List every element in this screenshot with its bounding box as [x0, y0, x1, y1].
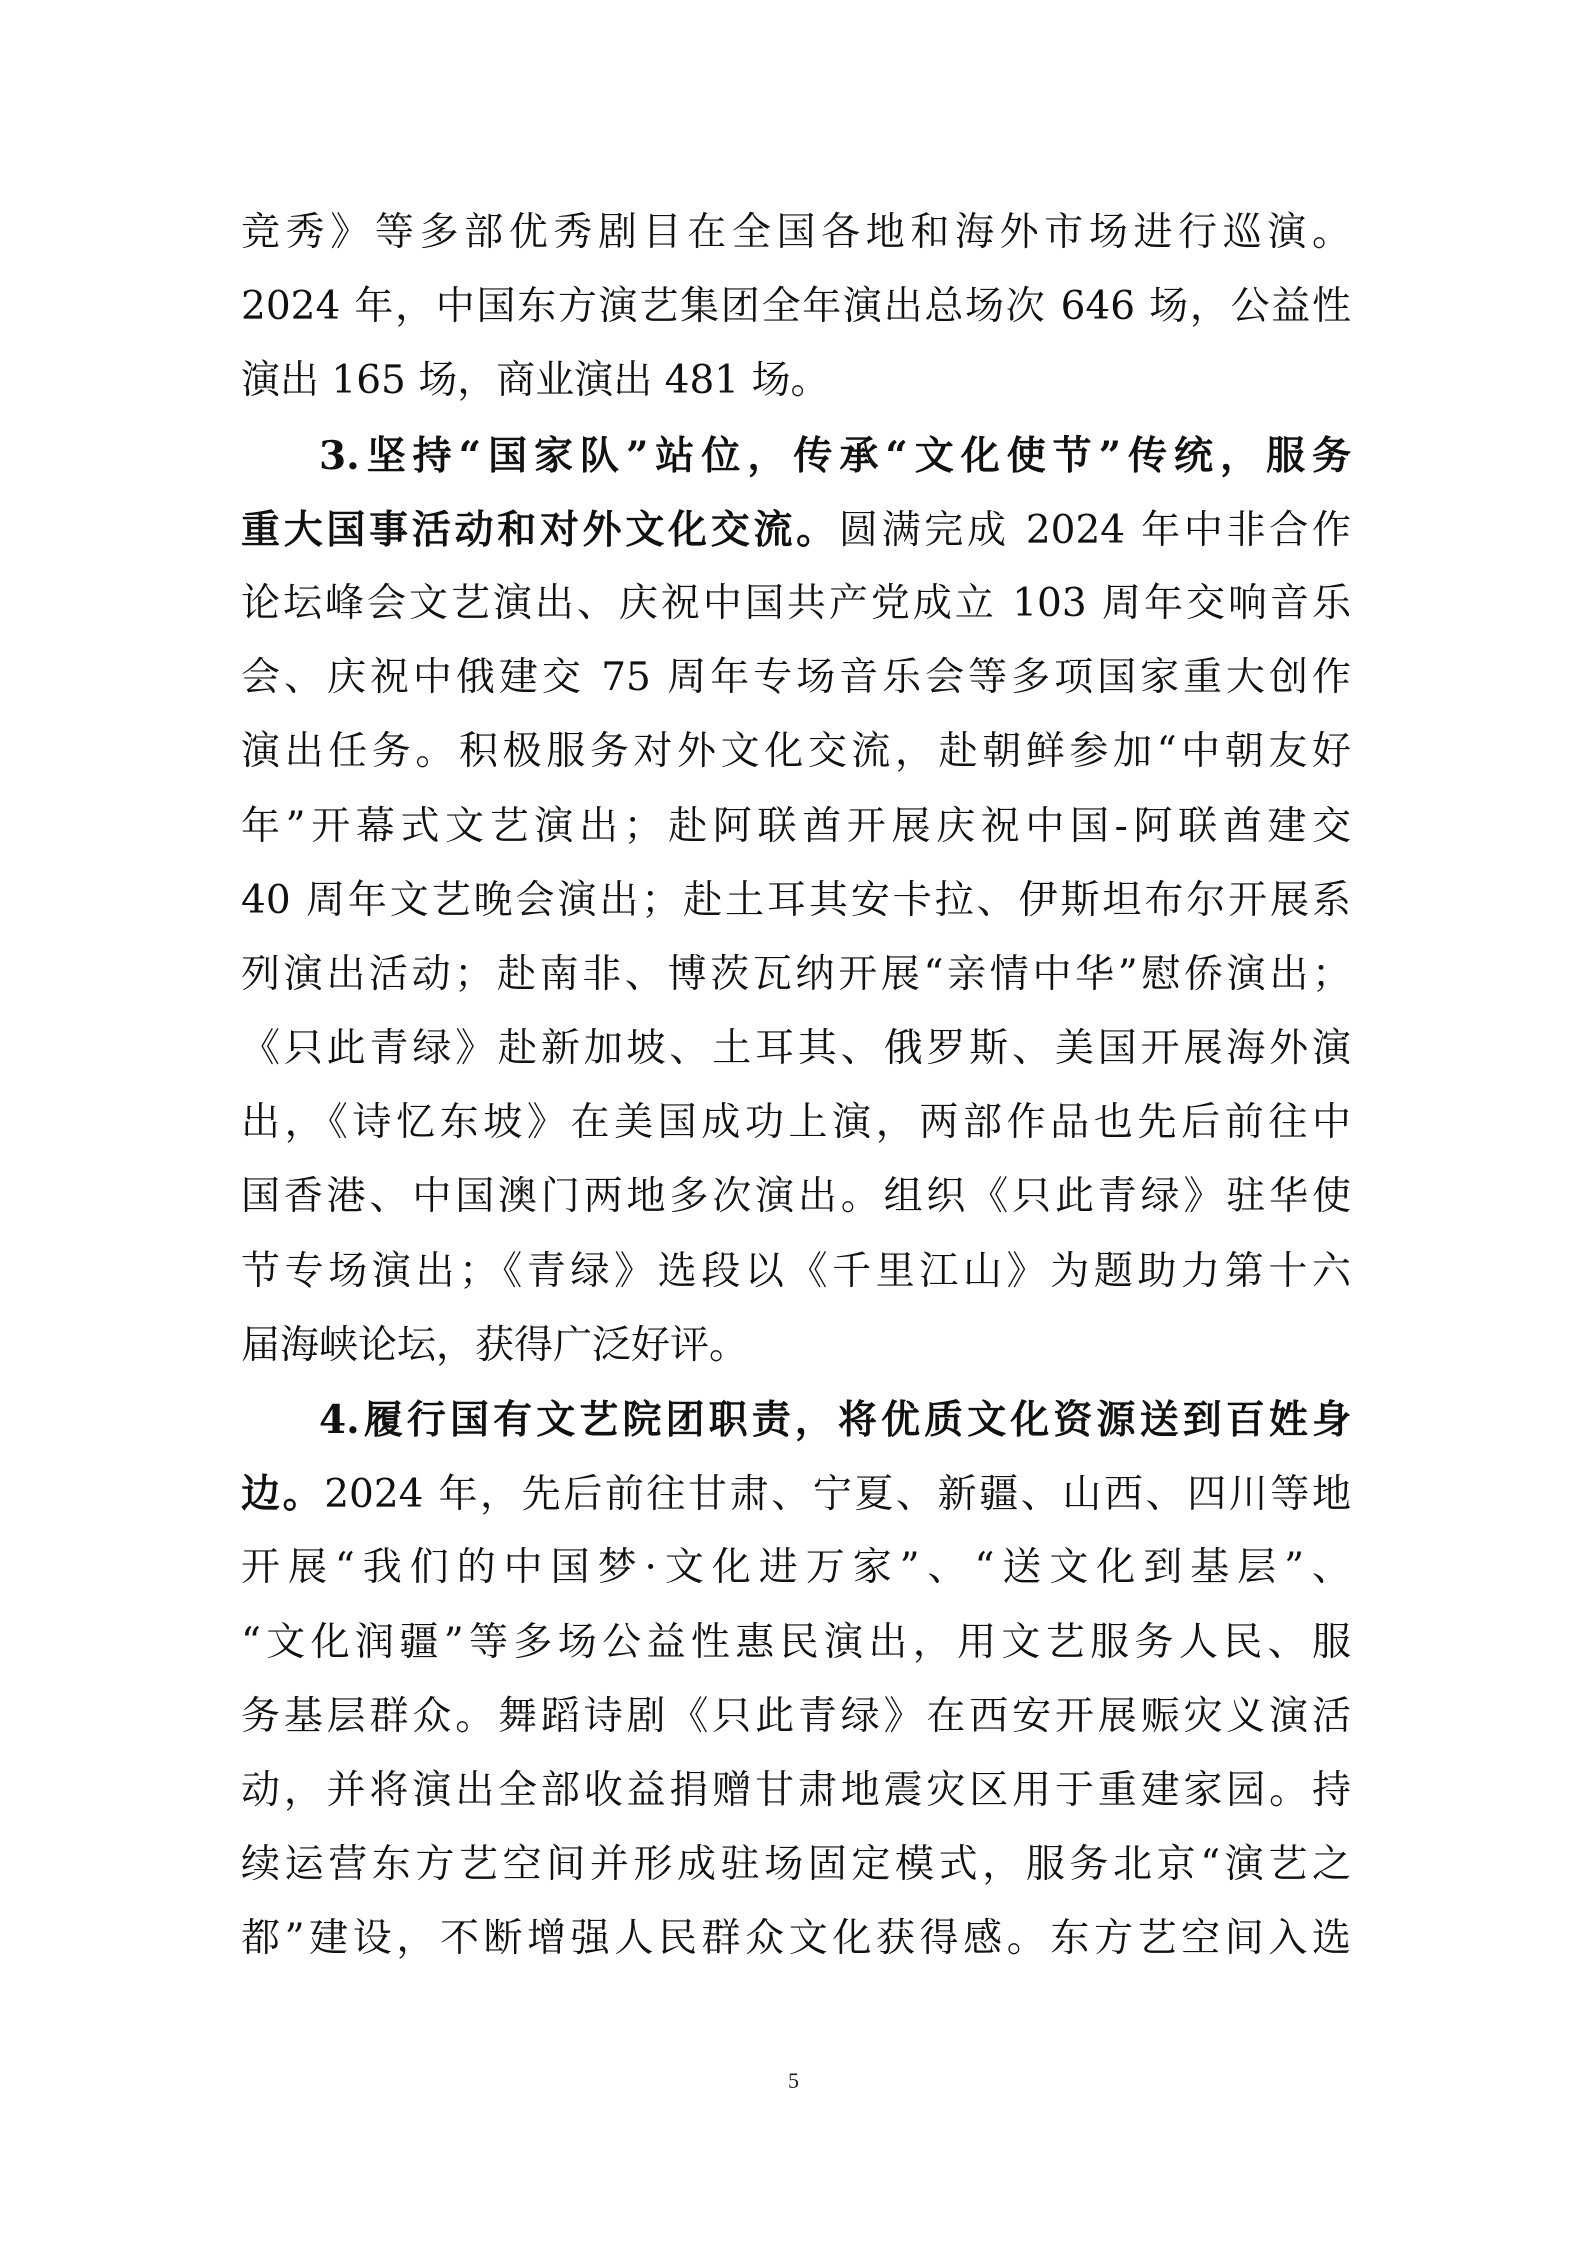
text-line: [241, 1457, 1351, 1531]
text-line: [241, 419, 1351, 493]
text-line: [241, 641, 1351, 715]
body-text: [241, 196, 1351, 1977]
line-text: 务基层群众。舞蹈诗剧《只此青绿》在西安开展赈灾义演活: [241, 1693, 1351, 1739]
line-text: 40 周年文艺晚会演出；赴土耳其安卡拉、伊斯坦布尔开展系: [241, 877, 1351, 923]
line-text: “文化润疆”等多场公益性惠民演出，用文艺服务人民、服: [241, 1619, 1351, 1665]
text-line: [241, 196, 1351, 270]
bold-lead-text: 3.坚持“国家队”站位，传承“文化使节”传统，服务: [319, 432, 1351, 479]
text-line: [241, 1160, 1351, 1234]
text-line: [241, 715, 1351, 789]
line-text: 都”建设，不断增强人民群众文化获得感。东方艺空间入选: [241, 1916, 1351, 1962]
bold-lead-text: 重大国事活动和对外文化交流。: [241, 506, 839, 553]
line-text: 2024 年，先后前往甘肃、宁夏、新疆、山西、四川等地: [324, 1472, 1351, 1518]
line-text: 2024 年，中国东方演艺集团全年演出总场次 646 场，公益性: [241, 284, 1351, 330]
line-text: 动，并将演出全部收益捐赠甘肃地震灾区用于重建家园。持: [241, 1767, 1351, 1813]
text-line: [241, 1754, 1351, 1828]
line-text: 《只此青绿》赴新加坡、土耳其、俄罗斯、美国开展海外演: [241, 1026, 1351, 1072]
line-text: 竞秀》等多部优秀剧目在全国各地和海外市场进行巡演。: [241, 210, 1351, 255]
text-line: [241, 270, 1351, 344]
text-line: [241, 344, 1351, 418]
text-line: [241, 1383, 1351, 1457]
bold-lead-text: 边。: [241, 1471, 325, 1518]
text-line: [241, 493, 1351, 567]
line-text: 列演出活动；赴南非、博茨瓦纳开展“亲情中华”慰侨演出；: [241, 951, 1351, 997]
text-line: [241, 1086, 1351, 1160]
line-text: 演出任务。积极服务对外文化交流，赴朝鲜参加“中朝友好: [241, 729, 1351, 775]
text-line: [241, 567, 1351, 641]
text-line: [241, 1680, 1351, 1754]
line-text: 出，《诗忆东坡》在美国成功上演，两部作品也先后前往中: [241, 1100, 1351, 1146]
text-line: [241, 790, 1351, 864]
text-line: [241, 1606, 1351, 1680]
line-text: 续运营东方艺空间并形成驻场固定模式，服务北京“演艺之: [241, 1842, 1351, 1888]
bold-lead-text: 4.履行国有文艺院团职责，将优质文化资源送到百姓身: [319, 1397, 1351, 1443]
text-line: [241, 1309, 1351, 1383]
line-text: 演出 165 场，商业演出 481 场。: [241, 358, 830, 404]
text-line: [241, 938, 1351, 1012]
line-text: 开展“我们的中国梦·文化进万家”、“送文化到基层”、: [241, 1545, 1351, 1591]
line-text: 年”开幕式文艺演出；赴阿联酋开展庆祝中国-阿联酋建交: [241, 803, 1351, 849]
text-line: [241, 1531, 1351, 1605]
text-line: [241, 1235, 1351, 1309]
line-text: 届海峡论坛，获得广泛好评。: [241, 1322, 749, 1368]
line-text: 国香港、中国澳门两地多次演出。组织《只此青绿》驻华使: [241, 1174, 1351, 1220]
text-line: [241, 1012, 1351, 1086]
text-line: [241, 1828, 1351, 1902]
text-line: [241, 1902, 1351, 1976]
line-text: 论坛峰会文艺演出、庆祝中国共产党成立 103 周年交响音乐: [241, 580, 1351, 626]
page-number: 5: [788, 2068, 799, 2093]
line-text: 圆满完成 2024 年中非合作: [838, 507, 1351, 553]
line-text: 节专场演出；《青绿》选段以《千里江山》为题助力第十六: [241, 1248, 1351, 1294]
line-text: 会、庆祝中俄建交 75 周年专场音乐会等多项国家重大创作: [241, 655, 1351, 701]
text-line: [241, 864, 1351, 938]
